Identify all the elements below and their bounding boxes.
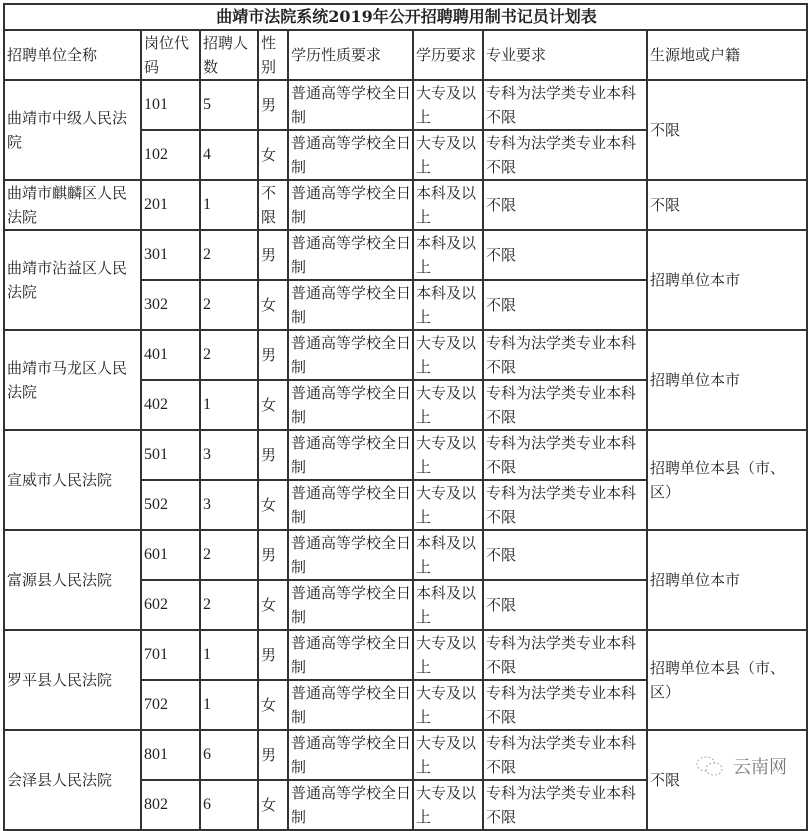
code-cell: 302: [141, 280, 200, 330]
code-cell: 701: [141, 630, 200, 680]
origin-cell: 不限: [647, 730, 807, 830]
edu-type-cell: 普通高等学校全日制: [288, 380, 413, 430]
major-cell: 专科为法学类专业本科不限: [483, 380, 647, 430]
table-row: [4, 630, 807, 680]
table-row: [4, 230, 807, 280]
count-cell: 1: [200, 380, 258, 430]
code-cell: 601: [141, 530, 200, 580]
major-cell: 专科为法学类专业本科不限: [483, 430, 647, 480]
gender-cell: 男: [258, 330, 288, 380]
code-cell: 401: [141, 330, 200, 380]
table-row: [4, 530, 807, 580]
gender-cell: 男: [258, 430, 288, 480]
code-cell: 402: [141, 380, 200, 430]
unit-name-cell: 富源县人民法院: [4, 530, 141, 630]
edu-type-cell: 普通高等学校全日制: [288, 580, 413, 630]
count-cell: 2: [200, 280, 258, 330]
count-cell: 2: [200, 230, 258, 280]
header-edu: 学历要求: [413, 30, 483, 80]
gender-cell: 男: [258, 230, 288, 280]
major-cell: 专科为法学类专业本科不限: [483, 630, 647, 680]
major-cell: 专科为法学类专业本科不限: [483, 680, 647, 730]
code-cell: 502: [141, 480, 200, 530]
header-row: [4, 30, 807, 80]
edu-type-cell: 普通高等学校全日制: [288, 780, 413, 830]
code-cell: 802: [141, 780, 200, 830]
code-cell: 702: [141, 680, 200, 730]
origin-cell: 招聘单位本市: [647, 330, 807, 430]
unit-name-cell: 曲靖市马龙区人民法院: [4, 330, 141, 430]
origin-cell: 招聘单位本县（市、区）: [647, 630, 807, 730]
edu-cell: 本科及以上: [413, 280, 483, 330]
edu-cell: 大专及以上: [413, 430, 483, 480]
major-cell: 专科为法学类专业本科不限: [483, 730, 647, 780]
origin-cell: 不限: [647, 180, 807, 230]
gender-cell: 不限: [258, 180, 288, 230]
watermark: [695, 753, 787, 779]
code-cell: 102: [141, 130, 200, 180]
gender-cell: 男: [258, 630, 288, 680]
unit-name-cell: 曲靖市麒麟区人民法院: [4, 180, 141, 230]
header-major: 专业要求: [483, 30, 647, 80]
origin-cell: 招聘单位本市: [647, 230, 807, 330]
table-row: [4, 180, 807, 230]
unit-name-cell: 宣威市人民法院: [4, 430, 141, 530]
gender-cell: 女: [258, 280, 288, 330]
count-cell: 3: [200, 480, 258, 530]
table-row: [4, 80, 807, 130]
table-row: [4, 430, 807, 480]
header-unit: 招聘单位全称: [4, 30, 141, 80]
major-cell: 不限: [483, 230, 647, 280]
edu-type-cell: 普通高等学校全日制: [288, 130, 413, 180]
gender-cell: 男: [258, 80, 288, 130]
major-cell: 专科为法学类专业本科不限: [483, 80, 647, 130]
edu-type-cell: 普通高等学校全日制: [288, 180, 413, 230]
edu-cell: 本科及以上: [413, 230, 483, 280]
count-cell: 5: [200, 80, 258, 130]
major-cell: 专科为法学类专业本科不限: [483, 480, 647, 530]
count-cell: 6: [200, 730, 258, 780]
edu-cell: 大专及以上: [413, 80, 483, 130]
watermark-text: 云南网: [733, 757, 787, 778]
header-edu-type: 学历性质要求: [288, 30, 413, 80]
unit-name-cell: 曲靖市沾益区人民法院: [4, 230, 141, 330]
count-cell: 2: [200, 330, 258, 380]
edu-type-cell: 普通高等学校全日制: [288, 530, 413, 580]
header-count: 招聘人数: [200, 30, 258, 80]
count-cell: 1: [200, 180, 258, 230]
code-cell: 602: [141, 580, 200, 630]
gender-cell: 男: [258, 730, 288, 780]
edu-cell: 大专及以上: [413, 330, 483, 380]
gender-cell: 女: [258, 380, 288, 430]
major-cell: 不限: [483, 180, 647, 230]
major-cell: 不限: [483, 280, 647, 330]
origin-cell: 招聘单位本市: [647, 530, 807, 630]
origin-cell: 不限: [647, 80, 807, 180]
edu-type-cell: 普通高等学校全日制: [288, 730, 413, 780]
edu-type-cell: 普通高等学校全日制: [288, 80, 413, 130]
edu-cell: 大专及以上: [413, 480, 483, 530]
table-title: 曲靖市法院系统2019年公开招聘聘用制书记员计划表: [4, 4, 807, 30]
count-cell: 6: [200, 780, 258, 830]
major-cell: 专科为法学类专业本科不限: [483, 330, 647, 380]
edu-type-cell: 普通高等学校全日制: [288, 480, 413, 530]
edu-type-cell: 普通高等学校全日制: [288, 330, 413, 380]
unit-name-cell: 曲靖市中级人民法院: [4, 80, 141, 180]
count-cell: 3: [200, 430, 258, 480]
code-cell: 201: [141, 180, 200, 230]
major-cell: 专科为法学类专业本科不限: [483, 130, 647, 180]
edu-cell: 大专及以上: [413, 730, 483, 780]
gender-cell: 女: [258, 580, 288, 630]
edu-type-cell: 普通高等学校全日制: [288, 230, 413, 280]
wechat-icon: [695, 754, 725, 778]
edu-cell: 大专及以上: [413, 680, 483, 730]
gender-cell: 女: [258, 130, 288, 180]
count-cell: 1: [200, 680, 258, 730]
edu-type-cell: 普通高等学校全日制: [288, 430, 413, 480]
origin-cell: 招聘单位本县（市、区）: [647, 430, 807, 530]
count-cell: 4: [200, 130, 258, 180]
recruitment-plan-table: [3, 3, 808, 831]
count-cell: 2: [200, 530, 258, 580]
table-row: [4, 330, 807, 380]
edu-type-cell: 普通高等学校全日制: [288, 680, 413, 730]
gender-cell: 女: [258, 780, 288, 830]
table-row: [4, 730, 807, 780]
major-cell: 专科为法学类专业本科不限: [483, 780, 647, 830]
major-cell: 不限: [483, 530, 647, 580]
edu-cell: 大专及以上: [413, 130, 483, 180]
edu-cell: 大专及以上: [413, 380, 483, 430]
major-cell: 不限: [483, 580, 647, 630]
edu-cell: 大专及以上: [413, 630, 483, 680]
gender-cell: 男: [258, 530, 288, 580]
gender-cell: 女: [258, 480, 288, 530]
header-origin: 生源地或户籍: [647, 30, 807, 80]
code-cell: 501: [141, 430, 200, 480]
edu-cell: 本科及以上: [413, 580, 483, 630]
edu-type-cell: 普通高等学校全日制: [288, 630, 413, 680]
count-cell: 2: [200, 580, 258, 630]
code-cell: 101: [141, 80, 200, 130]
header-gender: 性别: [258, 30, 288, 80]
count-cell: 1: [200, 630, 258, 680]
header-code: 岗位代码: [141, 30, 200, 80]
unit-name-cell: 罗平县人民法院: [4, 630, 141, 730]
edu-cell: 大专及以上: [413, 780, 483, 830]
edu-cell: 本科及以上: [413, 530, 483, 580]
code-cell: 801: [141, 730, 200, 780]
edu-type-cell: 普通高等学校全日制: [288, 280, 413, 330]
gender-cell: 女: [258, 680, 288, 730]
edu-cell: 本科及以上: [413, 180, 483, 230]
unit-name-cell: 会泽县人民法院: [4, 730, 141, 830]
code-cell: 301: [141, 230, 200, 280]
